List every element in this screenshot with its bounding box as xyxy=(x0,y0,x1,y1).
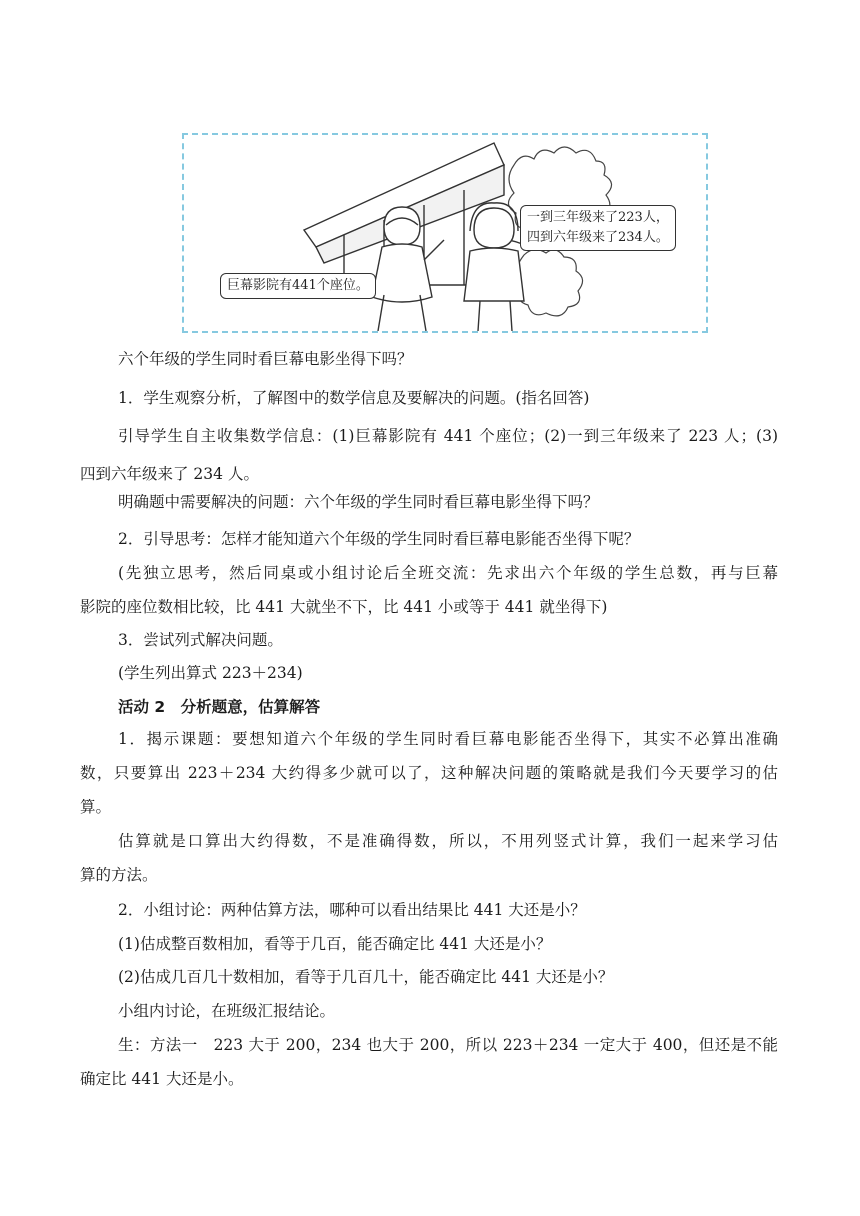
method-option-2: (2)估成几百几十数相加，看等于几百几十，能否确定比 441 大还是小？ xyxy=(118,968,614,986)
question-line: 六个年级的学生同时看巨幕电影坐得下吗？ xyxy=(118,350,413,368)
discussion-line-2: 影院的座位数相比较，比 441 大就坐不下，比 441 小或等于 441 就坐得下) xyxy=(80,598,608,616)
clarify-line: 明确题中需要解决的问题：六个年级的学生同时看巨幕电影坐得下吗？ xyxy=(118,493,599,511)
student-answer-line-1: 生：方法一 223 大于 200，234 也大于 200，所以 223＋234 一定大于 400，但还是不能 xyxy=(118,1036,778,1054)
method-option-1: (1)估成整百数相加，看等于几百，能否确定比 441 大还是小？ xyxy=(118,935,552,953)
step-2-line: 2．引导思考：怎样才能知道六个年级的学生同时看巨幕电影能否坐得下呢？ xyxy=(118,530,640,548)
info-line-1: 引导学生自主收集数学信息：(1)巨幕影院有 441 个座位；(2)一到三年级来了 223 人；(3) xyxy=(118,427,778,445)
student-count-speech-bubble xyxy=(520,205,676,251)
bubble-line-1: 一到三年级来了223人， xyxy=(527,210,669,225)
illustration-frame xyxy=(182,133,708,333)
report-line: 小组内讨论，在班级汇报结论。 xyxy=(118,1002,336,1020)
topic-line-1: 1．揭示课题：要想知道六个年级的学生同时看巨幕电影能否坐得下，其实不必算出准确 xyxy=(118,730,778,748)
info-line-2: 四到六年级来了 234 人。 xyxy=(80,465,259,483)
formula-line: (学生列出算式 223＋234) xyxy=(118,664,303,682)
student-answer-line-2: 确定比 441 大还是小。 xyxy=(80,1070,244,1088)
group-discussion-line: 2．小组讨论：两种估算方法，哪种可以看出结果比 441 大还是小？ xyxy=(118,901,586,919)
step-3-line: 3．尝试列式解决问题。 xyxy=(118,631,283,649)
activity-2-heading: 活动 2 分析题意，估算解答 xyxy=(118,698,321,716)
estimate-line-1: 估算就是口算出大约得数，不是准确得数，所以，不用列竖式计算，我们一起来学习估 xyxy=(118,832,778,850)
estimate-line-2: 算的方法。 xyxy=(80,866,158,884)
step-1-line: 1．学生观察分析，了解图中的数学信息及要解决的问题。(指名回答) xyxy=(118,389,590,407)
seat-count-speech-bubble: 巨幕影院有441个座位。 xyxy=(220,273,376,299)
discussion-line-1: (先独立思考，然后同桌或小组讨论后全班交流：先求出六个年级的学生总数，再与巨幕 xyxy=(118,564,778,582)
topic-line-2: 数，只要算出 223＋234 大约得多少就可以了，这种解决问题的策略就是我们今天要学习的估 xyxy=(80,764,778,782)
topic-line-3: 算。 xyxy=(80,798,112,816)
bubble-line-2: 四到六年级来了234人。 xyxy=(527,230,669,245)
